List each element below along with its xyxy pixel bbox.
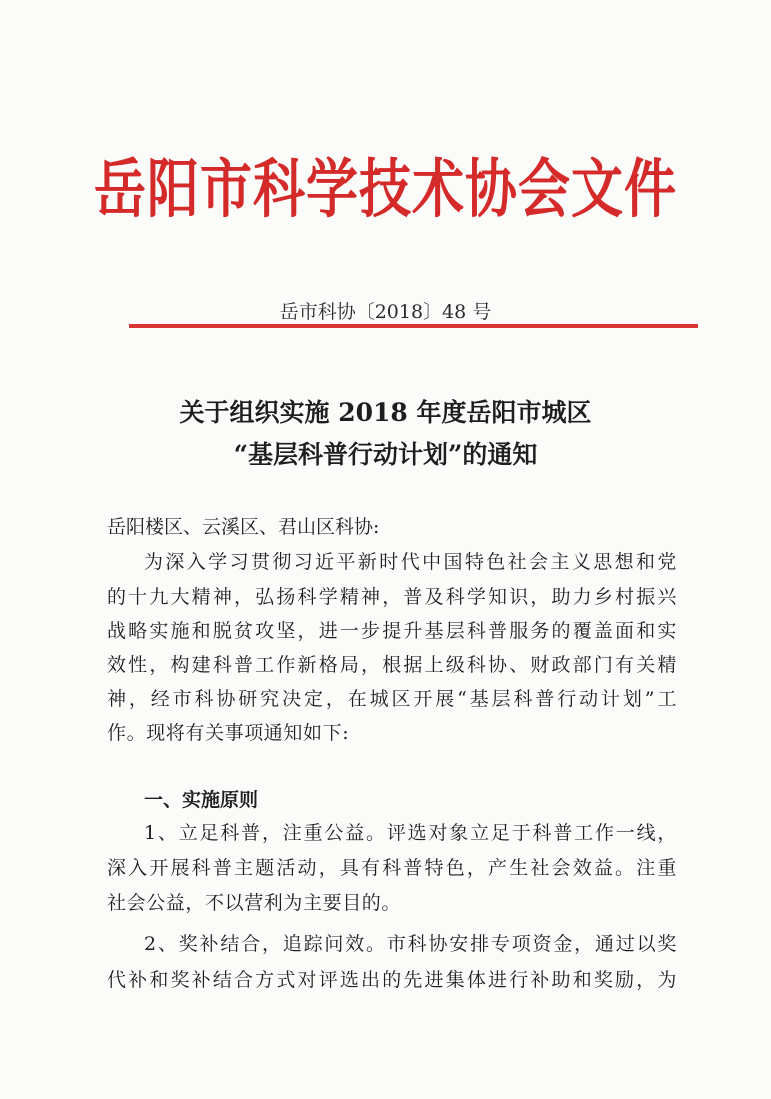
paragraph-line: 神，经市科协研究决定，在城区开展“基层科普行动计划”工 (107, 688, 677, 710)
red-divider-line (129, 324, 698, 328)
document-title-line-1: 关于组织实施 2018 年度岳阳市城区 (179, 398, 592, 427)
paragraph-line: 作。现将有关事项通知如下: (107, 722, 350, 744)
section-heading: 一、实施原则 (144, 789, 259, 811)
document-title-line-2: “基层科普行动计划”的通知 (233, 440, 538, 469)
paragraph-line: 为深入学习贯彻习近平新时代中国特色社会主义思想和党 (144, 551, 677, 573)
paragraph-line: 1、立足科普，注重公益。评选对象立足于科普工作一线， (144, 822, 677, 844)
paragraph-line: 的十九大精神，弘扬科学精神，普及科学知识，助力乡村振兴 (107, 586, 677, 608)
paragraph-line: 2、奖补结合，追踪问效。市科协安排专项资金，通过以奖 (144, 933, 677, 955)
paragraph-line: 深入开展科普主题活动，具有科普特色，产生社会效益。注重 (107, 857, 677, 879)
paragraph-line: 代补和奖补结合方式对评选出的先进集体进行补助和奖励，为 (107, 969, 677, 991)
paragraph-line: 效性，构建科普工作新格局，根据上级科协、财政部门有关精 (107, 654, 677, 676)
document-number: 岳市科协〔2018〕48 号 (279, 301, 492, 323)
paragraph-line: 社会公益，不以营利为主要目的。 (107, 892, 402, 914)
document-issuer-header: 岳阳市科学技术协会文件 (93, 153, 677, 228)
paragraph-line: 战略实施和脱贫攻坚，进一步提升基层科普服务的覆盖面和实 (107, 620, 677, 642)
salutation: 岳阳楼区、云溪区、君山区科协: (107, 516, 380, 538)
